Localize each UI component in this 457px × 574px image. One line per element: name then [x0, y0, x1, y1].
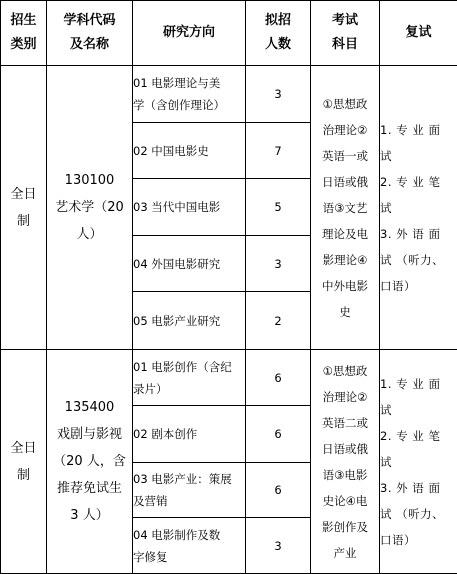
quota-cell: 6	[246, 350, 311, 406]
direction-cell: 03 电影产业：策展 及营销	[133, 463, 246, 518]
quota-cell: 7	[246, 123, 311, 179]
subject-cell: 135400 戏剧与影视 （20 人，含 推荐免试生 3 人）	[47, 350, 133, 574]
direction-cell: 02 剧本创作	[133, 406, 246, 463]
quota-cell: 6	[246, 463, 311, 518]
quota-cell: 3	[246, 518, 311, 574]
quota-cell: 6	[246, 406, 311, 463]
exam-subjects-cell: ①思想政 治理论② 英语二或 日语或俄 语③电影 史论④电 影创作及 产业	[311, 350, 380, 574]
header-exam: 考试 科目	[311, 1, 380, 66]
direction-cell: 04 电影制作及数 字修复	[133, 518, 246, 574]
header-quota: 拟招 人数	[246, 1, 311, 66]
subject-cell: 130100 艺术学（20 人）	[47, 66, 133, 350]
quota-cell: 5	[246, 179, 311, 236]
direction-cell: 04 外国电影研究	[133, 236, 246, 292]
quota-cell: 3	[246, 66, 311, 123]
retest-cell: 1. 专 业 面 试 2. 专 业 笔 试 3. 外 语 面 试 （听力、 口语）	[380, 66, 457, 350]
direction-cell: 01 电影创作（含纪 录片）	[133, 350, 246, 406]
exam-subjects-cell: ①思想政 治理论② 英语一或 日语或俄 语③文艺 理论及电 影理论④ 中外电影 史	[311, 66, 380, 350]
direction-cell: 01 电影理论与美 学（含创作理论）	[133, 66, 246, 123]
table-row	[1, 66, 457, 123]
retest-cell: 1. 专 业 面 试 2. 专 业 笔 试 3. 外 语 面 试 （听力、 口语）	[380, 350, 457, 574]
direction-cell: 02 中国电影史	[133, 123, 246, 179]
quota-cell: 2	[246, 292, 311, 350]
header-subject: 学科代码 及名称	[47, 1, 133, 66]
table-row	[1, 350, 457, 406]
direction-cell: 05 电影产业研究	[133, 292, 246, 350]
direction-cell: 03 当代中国电影	[133, 179, 246, 236]
header-row	[1, 1, 457, 66]
header-direction: 研究方向	[133, 1, 246, 66]
enrollment-type-cell: 全日 制	[1, 350, 47, 574]
quota-cell: 3	[246, 236, 311, 292]
header-type: 招生 类别	[1, 1, 47, 66]
header-retest: 复试	[380, 1, 457, 66]
enrollment-type-cell: 全日 制	[1, 66, 47, 350]
